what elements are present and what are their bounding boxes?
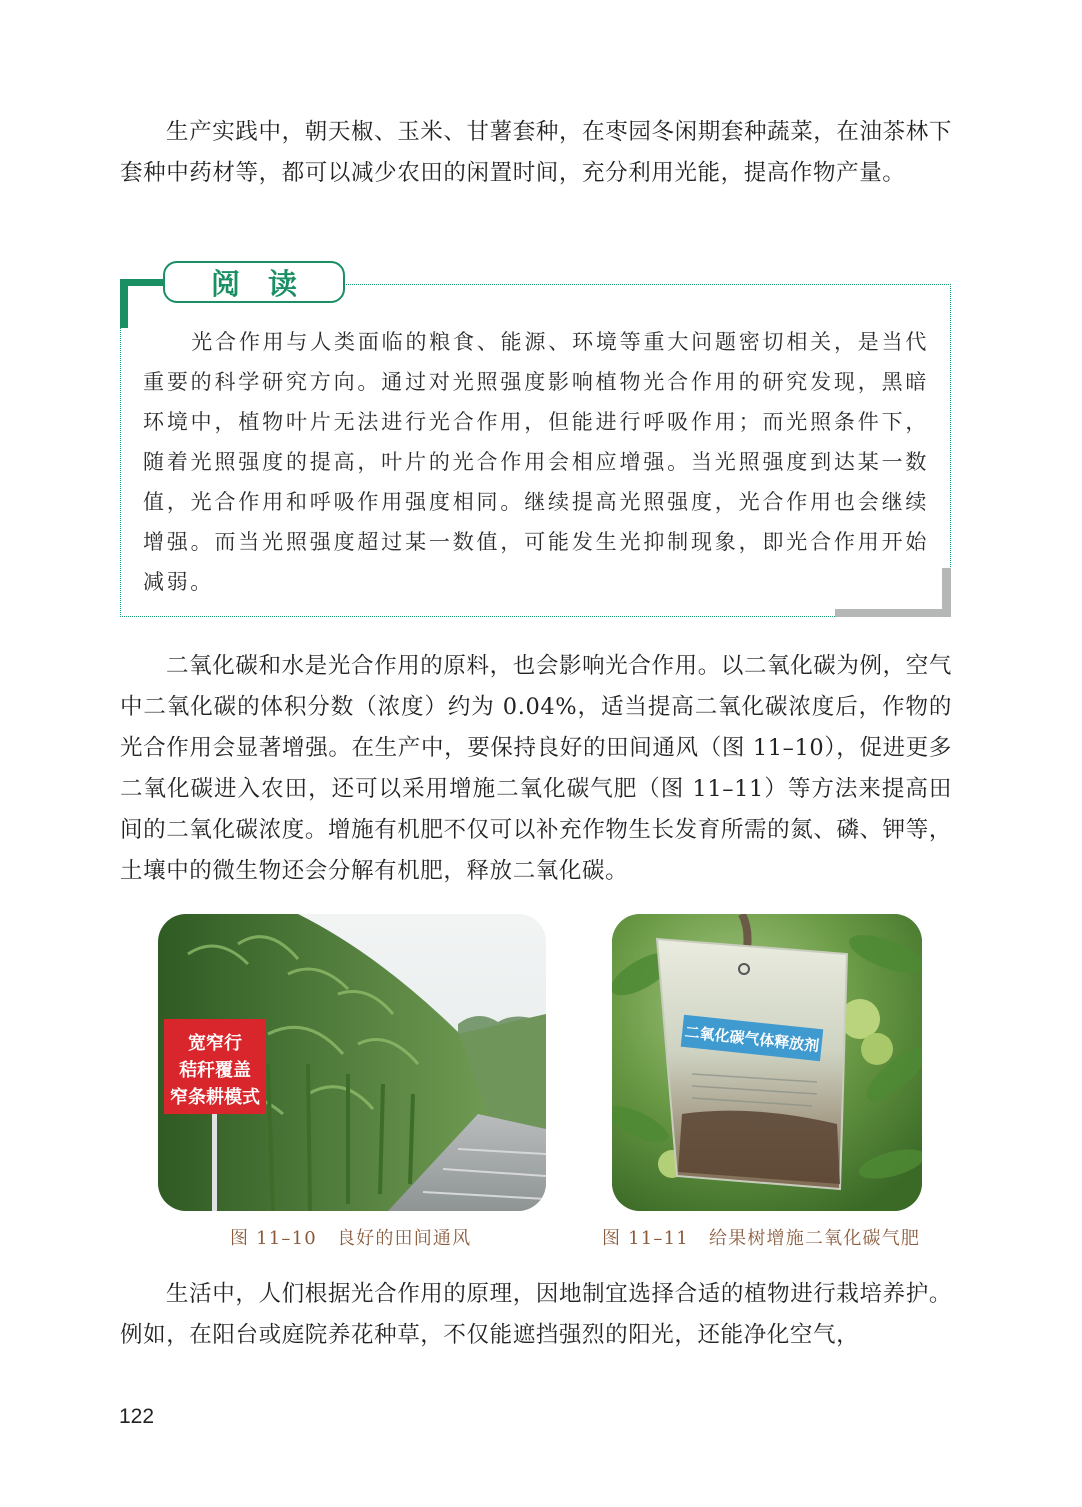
paragraph-text: 生产实践中，朝天椒、玉米、甘薯套种，在枣园冬闲期套种蔬菜，在油茶林下套种中药材等，都可以减少农田的闲置时间，充分利用光能，提高作物产量。 <box>120 119 952 186</box>
figure-caption-text: 给果树增施二氧化碳气肥 <box>708 1228 921 1249</box>
bag-label: 二氧化碳气体释放剂 <box>683 1022 820 1056</box>
figure-caption <box>602 1224 920 1250</box>
figure-co2-fertilizer-photo <box>612 914 922 1211</box>
figure-caption <box>230 1224 471 1250</box>
sign-line-3: 窄条耕模式 <box>170 1087 260 1108</box>
figure-caption-text: 良好的田间通风 <box>336 1228 472 1249</box>
figure-number: 图 11–10 <box>230 1228 317 1249</box>
reading-title-badge <box>163 261 345 303</box>
fertilizer-bag-illustration <box>612 914 922 1211</box>
reading-title: 阅读 <box>210 266 325 301</box>
figure-field-ventilation-photo <box>158 914 546 1211</box>
paragraph-text: 二氧化碳和水是光合作用的原料，也会影响光合作用。以二氧化碳为例，空气中二氧化碳的体积分数（浓度）约为 0.04%，适当提高二氧化碳浓度后，作物的光合作用会显著增强。在生产中，要保持良好的田间通风（图 11–10），促进更多二氧化碳进入农田，还可以采用增施二氧化碳气肥（图 11–11）等方法来提高田间的二氧化碳浓度。增施有机肥不仅可以补充作物生长发育所需的氮、磷、钾等，土壤中的微生物还会分解有机肥，释放二氧化碳。 <box>120 653 952 884</box>
sign-line-1: 宽窄行 <box>188 1033 242 1054</box>
reading-text: 光合作用与人类面临的粮食、能源、环境等重大问题密切相关，是当代重要的科学研究方向。通过对光照强度影响植物光合作用的研究发现，黑暗环境中，植物叶片无法进行光合作用，但能进行呼吸作用；而光照条件下，随着光照强度的提高，叶片的光合作用会相应增强。当光照强度到达某一数值，光合作用和呼吸作用强度相同。继续提高光照强度，光合作用也会继续增强。而当光照强度超过某一数值，可能发生光抑制现象，即光合作用开始减弱。 <box>143 330 929 594</box>
reading-corner-decoration-bottom <box>835 609 951 617</box>
page-number: 122 <box>119 1405 155 1428</box>
sign-line-2: 秸秆覆盖 <box>179 1060 251 1081</box>
paragraph-daily-life <box>120 1274 952 1356</box>
corn-field-illustration <box>158 914 546 1211</box>
reading-text-block <box>143 322 929 602</box>
paragraph-co2 <box>120 646 952 892</box>
paragraph-intercropping <box>120 112 952 194</box>
figure-number: 图 11–11 <box>602 1228 689 1249</box>
paragraph-text: 生活中，人们根据光合作用的原理，因地制宜选择合适的植物进行栽培养护。例如，在阳台或庭院养花种草，不仅能遮挡强烈的阳光，还能净化空气， <box>120 1281 952 1348</box>
reading-bracket <box>120 279 128 328</box>
reading-bracket-top <box>120 279 168 286</box>
